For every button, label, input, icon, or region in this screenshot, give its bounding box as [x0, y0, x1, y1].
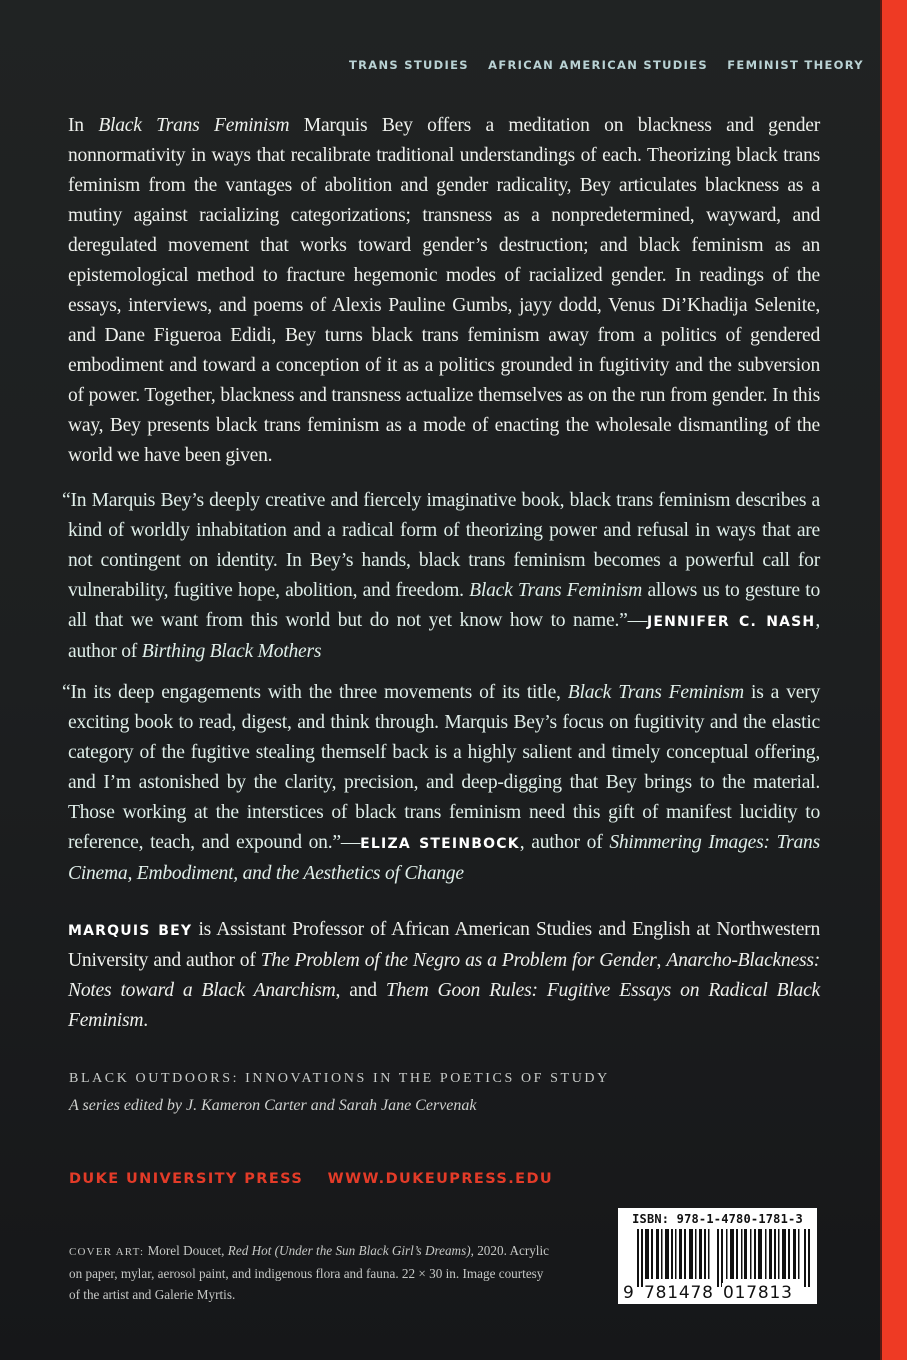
cover-art-credit — [69, 1240, 549, 1305]
endorser-book: Birthing Black Mothers — [141, 641, 322, 662]
barcode-group-1: 781478 — [644, 1283, 714, 1303]
endorsement-quote-steinbock — [62, 678, 821, 889]
quote-text: “In its deep engagements with the three movements of its title, — [62, 682, 568, 703]
spine-red-strip — [882, 0, 907, 1360]
author-bio — [68, 915, 820, 1036]
cover-art-label: COVER ART: — [69, 1246, 145, 1258]
endorser-name: JENNIFER C. NASH — [646, 614, 816, 630]
bio-text: , — [656, 950, 667, 971]
author-book: Anarcho-Blackness: Notes toward a Black Anarchism — [68, 950, 821, 1001]
cover-art-artist: Morel Doucet, — [144, 1243, 228, 1258]
publisher-url[interactable]: WWW.DUKEUPRESS.EDU — [327, 1171, 554, 1187]
bio-text: is Assistant Professor of African American Studies and English at Northwestern University and author of — [68, 919, 820, 971]
quote-text: “In Marquis Bey’s deeply creative and fiercely imaginative book, black trans feminism describes a kind of worldly inhabitation and a radical form of theorizing power and refusal in ways that are not contingent on identity. In Bey’s hands, black trans feminism becomes a powerful call for vulnerability, fugitive hope, abolition, and freedom. — [62, 490, 820, 601]
book-title-italic: Black Trans Feminism — [98, 115, 290, 136]
quote-text: , author of — [519, 832, 610, 853]
isbn-label: ISBN: 978-1-4780-1781-3 — [632, 1212, 803, 1226]
series-title: BLACK OUTDOORS: INNOVATIONS IN THE POETICS OF STUDY — [69, 1071, 610, 1086]
quote-text: is a very exciting book to read, digest, and think through. Marquis Bey’s focus on fugitivity and the elastic category of the fugitive stealing themself back is a highly salient and timely conceptual offering, and I’m astonished by the clarity, precision, and deep-digging that Bey brings to the material. Those working at the interstices of black trans feminism need this gift of manifest lucidity to reference, teach, and expound on.”— — [68, 682, 821, 853]
subject-feminist-theory: FEMINIST THEORY — [727, 58, 864, 72]
barcode-first-digit: 9 — [623, 1283, 635, 1303]
endorsement-quote-nash — [62, 486, 820, 667]
bio-text: , and — [335, 980, 386, 1001]
quote-text: , author of — [68, 610, 820, 662]
author-name: MARQUIS BEY — [68, 923, 193, 939]
book-title-italic: Black Trans Feminism — [469, 580, 643, 601]
subject-african-american-studies: AFRICAN AMERICAN STUDIES — [488, 58, 708, 72]
author-book: The Problem of the Negro as a Problem for Gender — [260, 950, 657, 971]
quote-text: allows us to gesture to all that we want from this world but do not yet know how to name.”— — [68, 580, 820, 631]
isbn-barcode — [618, 1208, 817, 1304]
book-description — [68, 111, 820, 471]
cover-art-details: , 2020. Acrylic on paper, mylar, aerosol paint, and indigenous flora and fauna. 22 × 30 in. Image courtesy of the artist and Galerie Myrtis. — [69, 1243, 549, 1302]
series-editors: A series edited by J. Kameron Carter and Sarah Jane Cervenak — [69, 1097, 477, 1114]
bio-text: . — [143, 1010, 148, 1031]
desc-text: Marquis Bey offers a meditation on blackness and gender nonnormativity in ways that recalibrate traditional understandings of each. Theorizing black trans feminism from the vantages of abolition and gender radicality, Bey articulates blackness as a mutiny against racializing categorizations; transness as a nonpredetermined, wayward, and deregulated movement that works toward gender’s destruction; and black feminism as an epistemological method to fracture hegemonic modes of racialized gender. In readings of the essays, interviews, and poems of Alexis Pauline Gumbs, jayy dodd, Venus Di’Khadija Selenite, and Dane Figueroa Edidi, Bey turns black trans feminism away from a politics of gendered embodiment and toward a conception of it as a politics grounded in fugitivity and the subversion of power. Together, blackness and transness actualize themselves as on the run from gender. In this way, Bey presents black trans feminism as a mode of enacting the wholesale dismantling of the world we have been given. — [68, 115, 820, 466]
publisher-name: DUKE UNIVERSITY PRESS — [69, 1171, 304, 1187]
book-title-italic: Black Trans Feminism — [567, 682, 744, 703]
publisher-line — [69, 1171, 571, 1187]
subject-trans-studies: TRANS STUDIES — [349, 58, 469, 72]
barcode-group-2: 017813 — [723, 1283, 793, 1303]
endorser-book: Shimmering Images: Trans Cinema, Embodiment, and the Aesthetics of Change — [68, 832, 820, 884]
author-book: Them Goon Rules: Fugitive Essays on Radical Black Feminism — [68, 980, 820, 1031]
desc-text: In — [68, 115, 99, 136]
barcode-bars-icon — [637, 1229, 810, 1287]
cover-art-title: Red Hot (Under the Sun Black Girl’s Dreams) — [227, 1243, 471, 1258]
subject-categories — [349, 58, 864, 72]
endorser-name: ELIZA STEINBOCK — [360, 836, 520, 852]
